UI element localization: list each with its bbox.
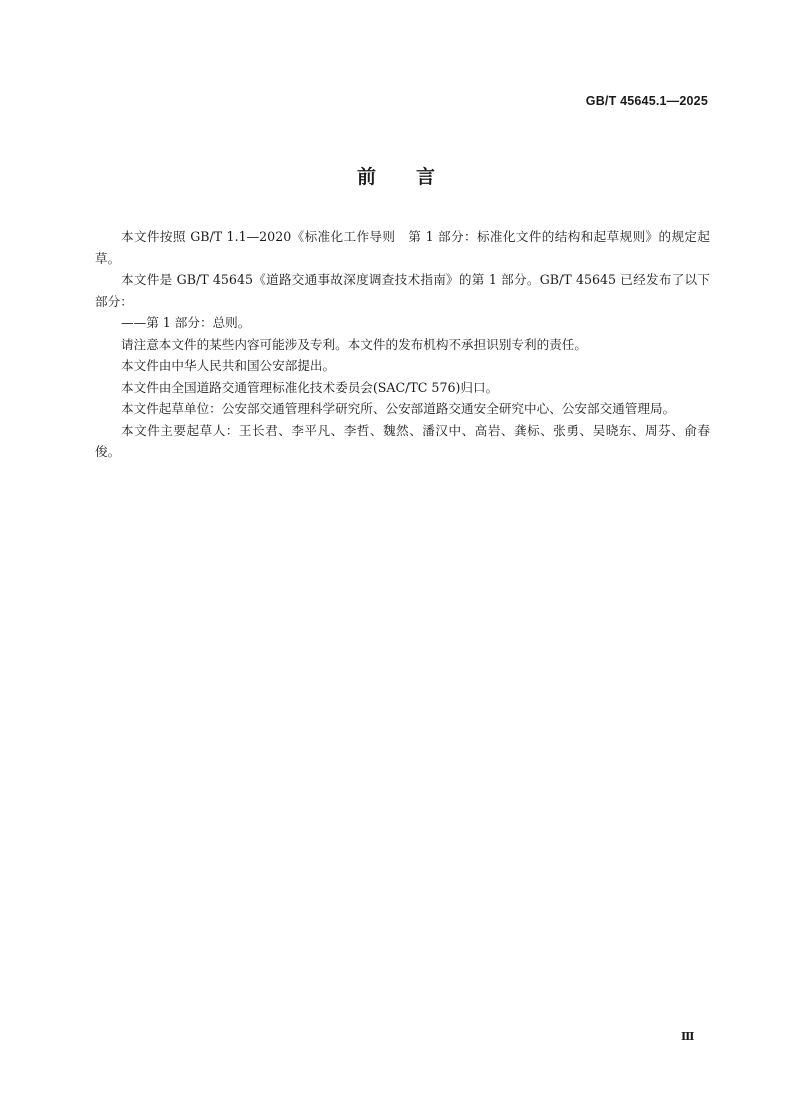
foreword-body [95,226,710,463]
title-char-1: 前 [356,166,376,188]
page-title [0,162,792,189]
paragraph-committee: 本文件由全国道路交通管理标准化技术委员会(SAC/TC 576)归口。 [121,379,499,395]
standard-code: GB/T 45645.1—2025 [585,94,708,108]
paragraph-patent-notice: 请注意本文件的某些内容可能涉及专利。本文件的发布机构不承担识别专利的责任。 [121,336,587,352]
paragraph-drafting-rules: 本文件按照 GB/T 1.1—2020《标准化工作导则 第 1 部分：标准化文件的结构和起草规则》的规定起草。 [95,229,710,266]
list-item-part-1: ——第 1 部分：总则。 [121,315,251,330]
paragraph-series-info: 本文件是 GB/T 45645《道路交通事故深度调查技术指南》的第 1 部分。GB/T 45645 已经发布了以下部分： [95,272,710,309]
title-char-2: 言 [416,166,436,188]
paragraph-drafters: 本文件主要起草人：王长君、李平凡、李哲、魏然、潘汉中、高岩、龚标、张勇、吴晓东、周芬、俞春俊。 [95,422,710,459]
paragraph-drafting-units: 本文件起草单位：公安部交通管理科学研究所、公安部道路交通安全研究中心、公安部交通管理局。 [121,401,676,416]
paragraph-proposer: 本文件由中华人民共和国公安部提出。 [121,358,336,373]
page-number: Ⅲ [681,1031,695,1043]
